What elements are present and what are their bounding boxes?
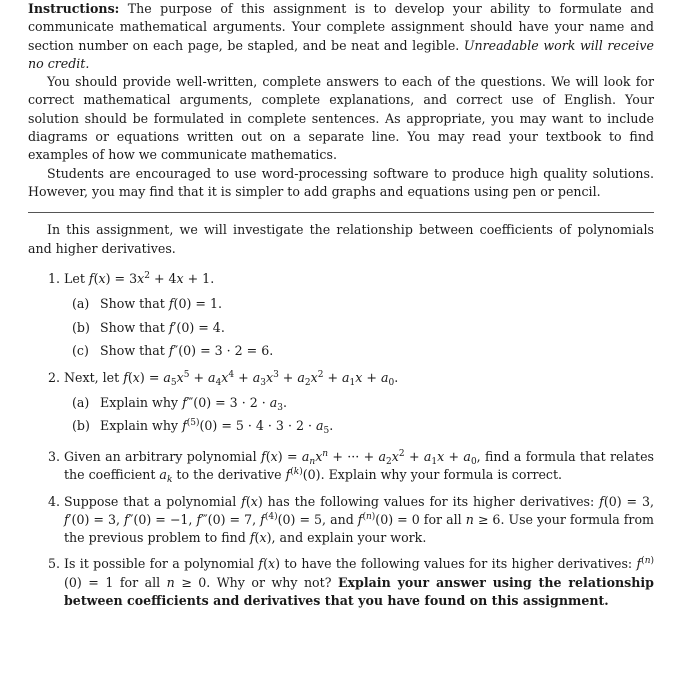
question-text: Let (64, 270, 85, 286)
question-text: Given an arbitrary polynomial $f(x) = a_nx^n$ + ··· + $a_2x^2 + a_1x + a_0$, find a formula that relates the coefficient $a_k$ to the derivative $f^{(k)}(0)$. Explain why your formula is correct. (64, 448, 654, 486)
subpart-1c: (c) Show that f″(0) = 3 · 2 = 6. (72, 343, 274, 359)
question-2: 2. Next, let $f(x) = a_5x^5 + a_4x^4 + a_3x^3 + a_2x^2 + a_1x + a_0$. (a) Explain why f‴(0) = $3 \cdot 2 \cdot a_3$. (b) Explain why $f^{(5)}(0) = 5 \cdot 4 \cdot 3 \cdot 2 \cdot a_5$. (28, 369, 654, 438)
math-expression: f (88, 270, 94, 286)
intro-paragraph: In this assignment, we will investigate the relationship between coefficients of polynomials and higher derivatives. (28, 222, 654, 256)
subpart-1b: (b) Show that f′(0) = 4. (72, 319, 225, 335)
question-number: 2. (48, 369, 61, 385)
question-number: 5. (48, 556, 61, 572)
emphasis-text: Explain your answer using the relationship between coefficients and derivatives that you have found on this assignment. (64, 574, 654, 609)
instructions-text: The purpose of this assignment is to develop your ability to formulate and communicate mathematical arguments. Your complete assignment should have your name and section number on each page, be stapled, and be neat and legible. (28, 1, 654, 53)
subpart-1a: (a) Show that f(0) = 1. (72, 296, 222, 312)
unreadable-warning: Unreadable work will receive no credit. (28, 37, 654, 71)
expectations-paragraph: You should provide well-written, complete answers to each of the questions. We will look for correct mathematical arguments, complete explanations, and correct use of English. Your solution should be formulated in complete sentences. As appropriate, you may want to include diagrams or equations written out on a separate line. You may read your textbook to find examples of how we communicate mathematics. (28, 74, 654, 163)
question-text: Is it possible for a polynomial f(x) to have the following values for its higher derivatives: $f^{(n)}(0) = 1$ for all n ≥ 0. Why or why not? Explain your answer using the relationship between coefficients and derivatives that you have found on this assignment. (64, 556, 654, 609)
question-text: Next, let (64, 369, 120, 385)
question-list (28, 270, 654, 610)
question-number: 3. (48, 448, 61, 464)
instructions-heading: Instructions: (28, 1, 120, 16)
question-5 (28, 555, 654, 610)
question-3 (28, 448, 654, 485)
question-4 (28, 493, 654, 548)
question-text: Suppose that a polynomial f(x) has the following values for its higher derivatives: f(0) = 3, f′(0) = 3, f″(0) = −1, f‴(0) = 7, $f^{(4)}(0) = 5$, and $f^{(n)}(0) = 0$ for all n ≥ 6. Use your formula from the previous problem to find f(x), and explain your work. (64, 493, 654, 546)
subparts (64, 391, 654, 438)
assignment-page (28, 0, 654, 610)
question-number: 4. (48, 493, 61, 509)
subpart-2b: (b) Explain why $f^{(5)}(0) = 5 \cdot 4 \cdot 3 \cdot 2 \cdot a_5$. (72, 418, 334, 437)
instructions-paragraph (28, 0, 654, 73)
question-number: 1. (48, 270, 61, 286)
section-divider (28, 212, 654, 213)
subpart-2a: (a) Explain why f‴(0) = $3 \cdot 2 \cdot a_3$. (72, 394, 287, 413)
subparts (64, 292, 654, 363)
question-1: 1. Let $f(x) = 3x^2 + 4x + 1$. (a) Show that f(0) = 1. (b) Show that f′(0) = 4. (c) Show that f″(0) = 3 · 2 = 6. (28, 270, 654, 363)
software-paragraph: Students are encouraged to use word-processing software to produce high quality solutions. However, you may find that it is simpler to add graphs and equations using pen or pencil. (28, 165, 654, 199)
